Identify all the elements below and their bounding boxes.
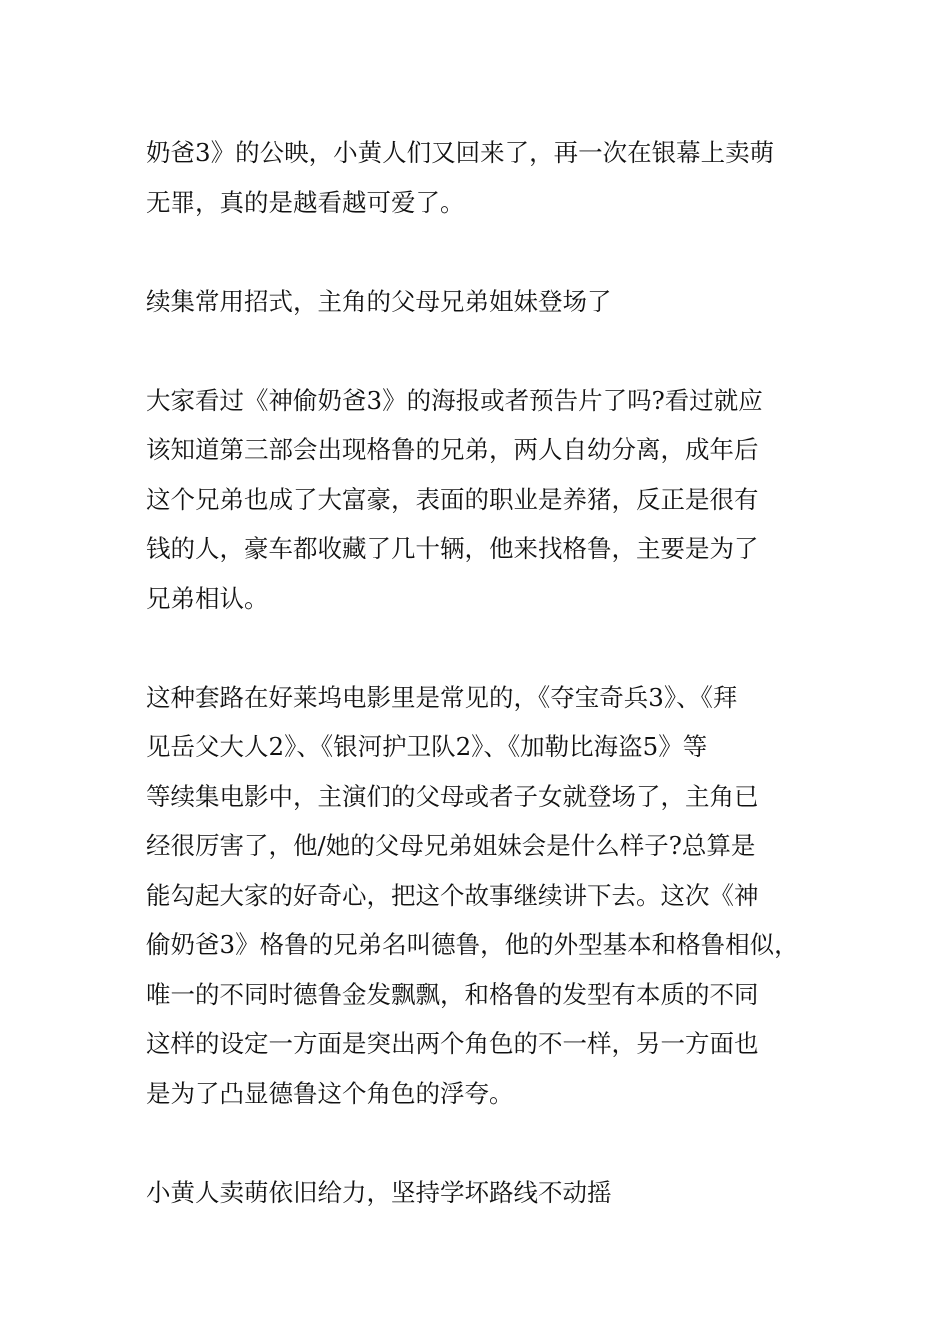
paragraph-hollywood-formula: 这种套路在好莱坞电影里是常见的，《夺宝奇兵3》、《拜 见岳父大人2》、《银河护卫队2》、《加勒比海盗5》等 等续集电影中，主演们的父母或者子女就登场了，主角已 经很厉害了，他/她的父母兄弟姐妹会是什么样子?总算是 能勾起大家的好奇心，把这个故事继续讲下去。这次《神 偷奶爸3》格鲁的兄弟名叫德鲁，他的外型基本和格鲁相似， 唯一的不同时德鲁金发飘飘，和格鲁的发型有本质的不同 这样的设定一方面是突出两个角色的不一样，另一方面也 是为了凸显德鲁这个角色的浮夸。 <box>146 682 799 1108</box>
section-heading-sequel-tricks: 续集常用招式，主角的父母兄弟姐妹登场了 <box>146 286 612 316</box>
paragraph-continuation: 奶爸3》的公映，小黄人们又回来了，再一次在银幕上卖萌 无罪，真的是越看越可爱了。 <box>146 138 775 217</box>
section-heading-minions: 小黄人卖萌依旧给力，坚持学坏路线不动摇 <box>146 1177 612 1207</box>
paragraph-gru-brother: 大家看过《神偷奶爸3》的海报或者预告片了吗?看过就应 该知道第三部会出现格鲁的兄弟，两人自幼分离，成年后 这个兄弟也成了大富豪，表面的职业是养猪，反正是很有 钱的人，豪车都收藏了几十辆，他来找格鲁，主要是为了 兄弟相认。 <box>146 385 763 613</box>
document-body <box>146 128 818 1267</box>
